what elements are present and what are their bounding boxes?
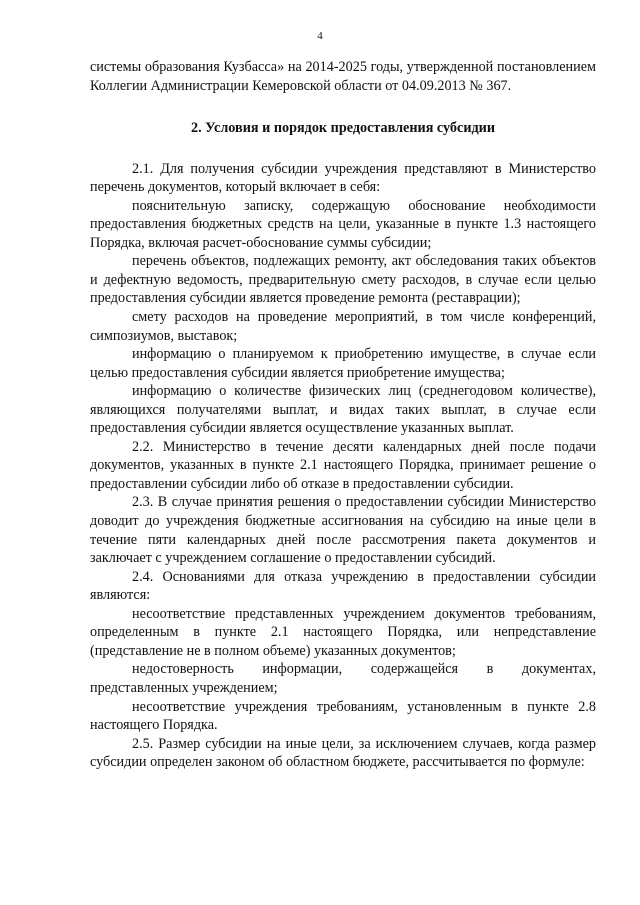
list-item-repair-objects: перечень объектов, подлежащих ремонту, акт обследования таких объектов и дефектную ведомость, предварительную смету расходов, в случае если целью предоставления субсидии является проведение ремонта (реставрации); bbox=[90, 253, 596, 307]
paragraph-2-4: 2.4. Основаниями для отказа учреждению в предоставлении субсидии являются: bbox=[90, 568, 596, 604]
list-item-payments-info: информацию о количестве физических лиц (среднегодовом количестве), являющихся получателями выплат, и видах таких выплат, в случае если предоставления субсидии является осуществление указанных выплат. bbox=[90, 383, 596, 437]
document-body bbox=[90, 58, 596, 772]
intro-paragraph: системы образования Кузбасса» на 2014-2025 годы, утвержденной постановлением Коллегии Администрации Кемеровской области от 04.09.2013 № 367. bbox=[90, 59, 596, 94]
list-item-explanatory-note: пояснительную записку, содержащую обоснование необходимости предоставления бюджетных средств на цели, указанные в пункте 1.3 настоящего Порядка, включая расчет-обоснование суммы субсидии; bbox=[90, 197, 596, 251]
list-item-events-estimate: смету расходов на проведение мероприятий, в том числе конференций, симпозиумов, выставок; bbox=[90, 309, 596, 344]
refusal-reason-unreliable: недостоверность информации, содержащейся в документах, представленных учреждением; bbox=[90, 661, 596, 696]
page-number: 4 bbox=[317, 30, 323, 42]
list-item-property-info: информацию о планируемом к приобретению имуществе, в случае если целью предоставления субсидии является приобретение имущества; bbox=[90, 346, 596, 381]
paragraph-2-3: 2.3. В случае принятия решения о предоставлении субсидии Министерство доводит до учреждения бюджетные ассигнования на субсидию на иные цели в течение пяти календарных дней после рассмотрения пакета документов и заключает с учреждением соглашение о предоставлении субсидий. bbox=[90, 494, 596, 567]
refusal-reason-requirements: несоответствие учреждения требованиям, установленным в пункте 2.8 настоящего Порядка. bbox=[90, 698, 596, 734]
paragraph-2-2: 2.2. Министерство в течение десяти календарных дней после подачи документов, указанных в пункте 2.1 настоящего Порядка, принимает решение о предоставлении субсидии либо об отказе в предоставлении субсидии. bbox=[90, 438, 596, 492]
section-heading: 2. Условия и порядок предоставления субсидии bbox=[190, 120, 496, 137]
paragraph-2-1: 2.1. Для получения субсидии учреждения представляют в Министерство перечень документов, который включает в себя: bbox=[90, 160, 596, 196]
paragraph-2-5: 2.5. Размер субсидии на иные цели, за исключением случаев, когда размер субсидии определен законом об областном бюджете, рассчитывается по формуле: bbox=[90, 735, 596, 771]
refusal-reason-mismatch: несоответствие представленных учреждением документов требованиям, определенным в пункте 2.1 настоящего Порядка, или непредставление (представление не в полном объеме) указанных документов; bbox=[90, 605, 596, 659]
